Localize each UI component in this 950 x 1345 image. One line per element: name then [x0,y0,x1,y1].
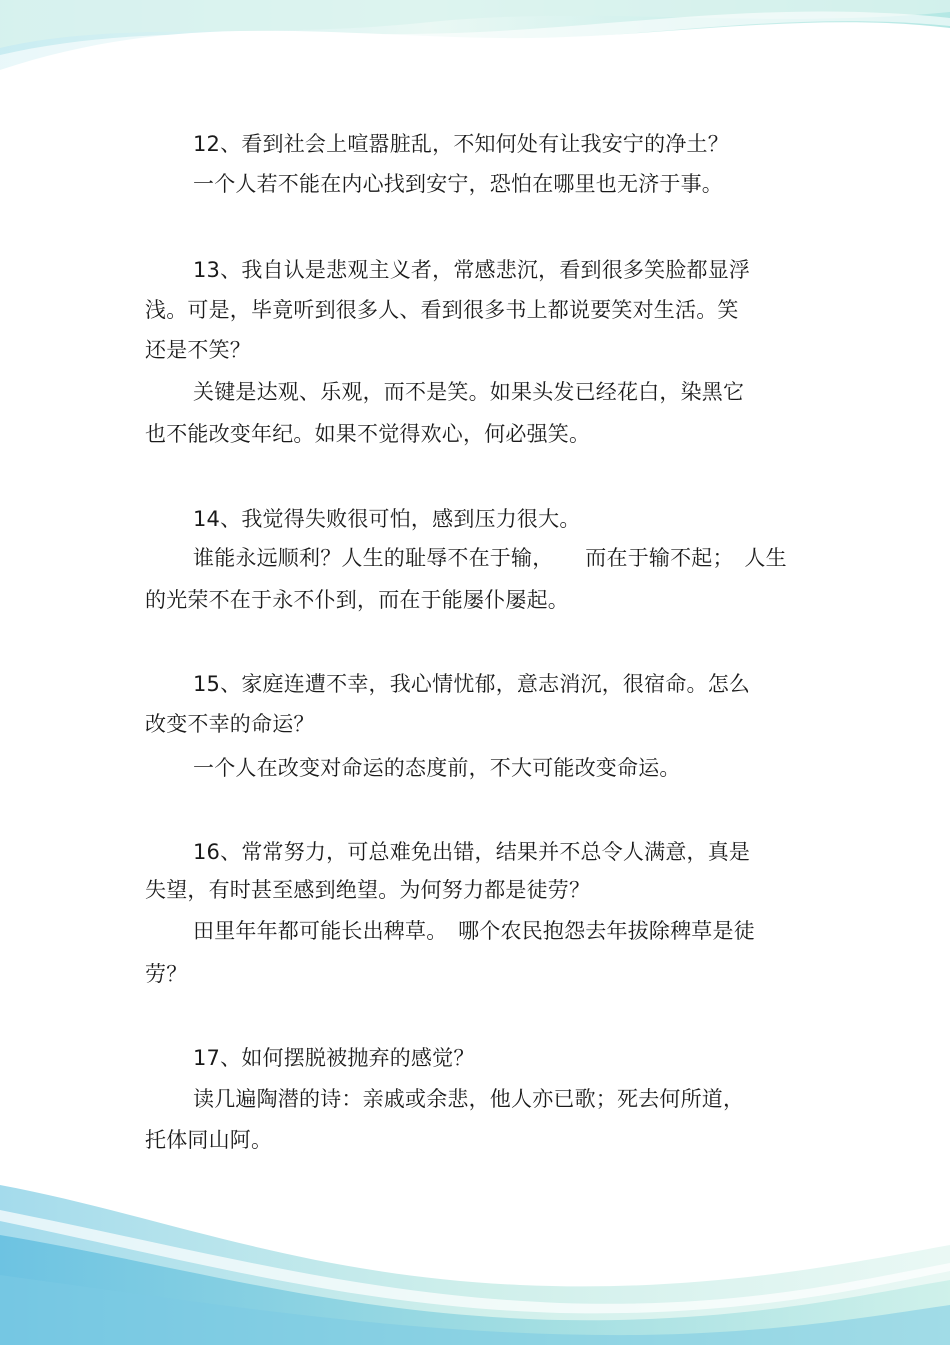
q16-answer-line-1: 田里年年都可能长出稗草。 哪个农民抱怨去年拔除稗草是徒 [193,919,755,943]
q13-question-line-1: 13、我自认是悲观主义者，常感悲沉，看到很多笑脸都显浮 [193,258,751,282]
q14-answer-line-1: 谁能永远顺利？人生的耻辱不在于输， 而在于输不起； 人生 [193,546,787,570]
q16-answer-line-2: 劳？ [145,962,188,986]
q17-answer-line-1: 读几遍陶潜的诗：亲戚或余悲，他人亦已歌；死去何所道， [193,1087,745,1111]
q15-question-line-1: 15、家庭连遭不幸，我心情忧郁，意志消沉，很宿命。怎么 [193,672,751,696]
q12-answer: 一个人若不能在内心找到安宁，恐怕在哪里也无济于事。 [193,172,723,196]
q13-answer-line-1: 关键是达观、乐观，而不是笑。如果头发已经花白，染黑它 [193,380,745,404]
q13-question-line-2: 浅。可是，毕竟听到很多人、看到很多书上都说要笑对生活。笑 [145,298,739,322]
q17-answer-line-2: 托体同山阿。 [145,1128,273,1152]
q13-answer-line-2: 也不能改变年纪。如果不觉得欢心，何必强笑。 [145,422,591,446]
q14-answer-line-2: 的光荣不在于永不仆到，而在于能屡仆屡起。 [145,588,569,612]
q15-answer: 一个人在改变对命运的态度前，不大可能改变命运。 [193,756,681,780]
q15-question-line-2: 改变不幸的命运？ [145,712,315,736]
q16-question-line-1: 16、常常努力，可总难免出错，结果并不总令人满意，真是 [193,840,751,864]
q14-question: 14、我觉得失败很可怕，感到压力很大。 [193,507,581,531]
q13-question-line-3: 还是不笑？ [145,338,251,362]
q17-question: 17、如何摆脱被抛弃的感觉？ [193,1046,475,1070]
q16-question-line-2: 失望，有时甚至感到绝望。为何努力都是徒劳？ [145,878,591,902]
q12-question: 12、看到社会上喧嚣脏乱，不知何处有让我安宁的净土？ [193,132,729,156]
